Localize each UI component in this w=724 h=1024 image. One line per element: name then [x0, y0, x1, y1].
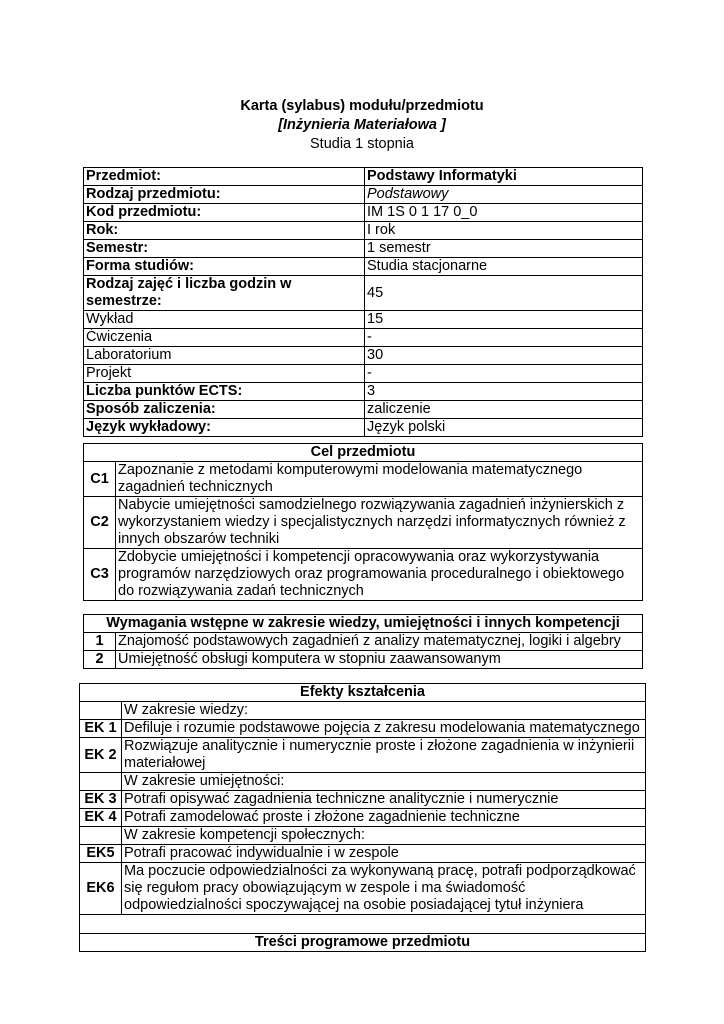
info-value: Język polski	[365, 419, 643, 437]
row-code: EK6	[80, 863, 122, 915]
info-key: Semestr:	[84, 240, 365, 258]
row-text: Potrafi opisywać zagadnienia techniczne analitycznie i numerycznie	[122, 791, 646, 809]
row-code	[80, 702, 122, 720]
row-code: 2	[84, 651, 116, 669]
info-value: IM 1S 0 1 17 0_0	[365, 204, 643, 222]
row-text: W zakresie umiejętności:	[122, 773, 646, 791]
table-row	[84, 419, 643, 437]
row-text: Zdobycie umiejętności i kompetencji opracowywania oraz wykorzystywania programów narzędziowych oraz programowania proceduralnego i obiektowego do rozwiązywania zadań technicznych	[116, 549, 643, 601]
empty-cell	[80, 915, 646, 934]
info-key: Forma studiów:	[84, 258, 365, 276]
row-text: W zakresie kompetencji społecznych:	[122, 827, 646, 845]
info-value: 15	[365, 311, 643, 329]
info-key: Wykład	[84, 311, 365, 329]
info-value: Podstawy Informatyki	[365, 168, 643, 186]
info-value: -	[365, 329, 643, 347]
table-row	[84, 329, 643, 347]
row-code: EK 4	[80, 809, 122, 827]
table-row	[84, 497, 643, 549]
table-row	[84, 204, 643, 222]
table-row	[84, 365, 643, 383]
row-code: C2	[84, 497, 116, 549]
info-key: Liczba punktów ECTS:	[84, 383, 365, 401]
table-row	[84, 347, 643, 365]
table-row	[84, 240, 643, 258]
info-key: Ćwiczenia	[84, 329, 365, 347]
document-header	[0, 97, 724, 154]
table-row	[80, 791, 646, 809]
table-row	[84, 651, 643, 669]
row-code: EK 1	[80, 720, 122, 738]
info-value: -	[365, 365, 643, 383]
course-objectives-table	[83, 443, 643, 601]
row-text: Zapoznanie z metodami komputerowymi modelowania matematycznego zagadnień technicznych	[116, 462, 643, 497]
table-row	[80, 863, 646, 915]
row-text: Ma poczucie odpowiedzialności za wykonywaną pracę, potrafi podporządkować się regułom pracy obowiązującym w zespole i ma świadomość odpowiedzialności spoczywającej na osobie posiadającej tytuł inżyniera	[122, 863, 646, 915]
table-row	[84, 186, 643, 204]
row-code	[80, 827, 122, 845]
table-row	[84, 633, 643, 651]
table-row	[80, 809, 646, 827]
info-key: Język wykładowy:	[84, 419, 365, 437]
row-text: Potrafi pracować indywidualnie i w zespole	[122, 845, 646, 863]
info-value: 30	[365, 347, 643, 365]
table-row	[80, 720, 646, 738]
table-row	[84, 462, 643, 497]
info-value: Studia stacjonarne	[365, 258, 643, 276]
row-text: Nabycie umiejętności samodzielnego rozwiązywania zagadnień inżynierskich z wykorzystaniem wiedzy i specjalistycznych narzędzi informatycznych również z innych obszarów techniki	[116, 497, 643, 549]
info-value: I rok	[365, 222, 643, 240]
table-row	[84, 549, 643, 601]
table-row	[84, 258, 643, 276]
table-header-row	[84, 444, 643, 462]
table-row	[80, 738, 646, 773]
row-code: C3	[84, 549, 116, 601]
row-text: Potrafi zamodelować proste i złożone zagadnienie techniczne	[122, 809, 646, 827]
row-text: W zakresie wiedzy:	[122, 702, 646, 720]
prerequisites-title: Wymagania wstępne w zakresie wiedzy, umiejętności i innych kompetencji	[84, 615, 643, 633]
info-key: Rok:	[84, 222, 365, 240]
table-row	[84, 311, 643, 329]
prerequisites-table	[83, 614, 643, 669]
row-code: EK 2	[80, 738, 122, 773]
table-header-row	[80, 684, 646, 702]
table-header-row	[80, 934, 646, 952]
table-row	[84, 222, 643, 240]
document-title: Karta (sylabus) modułu/przedmiotu	[240, 98, 484, 114]
info-key: Przedmiot:	[84, 168, 365, 186]
document-subtitle: [Inżynieria Materiałowa ]	[278, 117, 446, 133]
info-key: Projekt	[84, 365, 365, 383]
objectives-title: Cel przedmiotu	[84, 444, 643, 462]
row-text: Rozwiązuje analitycznie i numerycznie proste i złożone zagadnienia w inżynierii materiałowej	[122, 738, 646, 773]
row-code	[80, 773, 122, 791]
table-header-row	[84, 615, 643, 633]
table-row	[80, 845, 646, 863]
outcomes-title: Efekty kształcenia	[80, 684, 646, 702]
info-key: Laboratorium	[84, 347, 365, 365]
info-value: 1 semestr	[365, 240, 643, 258]
table-row	[80, 773, 646, 791]
info-key: Sposób zaliczenia:	[84, 401, 365, 419]
study-level: Studia 1 stopnia	[310, 136, 414, 152]
table-row	[80, 702, 646, 720]
row-code: EK5	[80, 845, 122, 863]
info-value: zaliczenie	[365, 401, 643, 419]
learning-outcomes-table	[79, 683, 646, 952]
info-key: Rodzaj zajęć i liczba godzin w semestrze:	[84, 276, 365, 311]
info-value: 3	[365, 383, 643, 401]
table-row	[84, 276, 643, 311]
program-content-title: Treści programowe przedmiotu	[80, 934, 646, 952]
table-row	[80, 827, 646, 845]
table-row	[84, 401, 643, 419]
table-row	[84, 383, 643, 401]
row-code: 1	[84, 633, 116, 651]
info-value: Podstawowy	[365, 186, 643, 204]
course-info-table	[83, 167, 643, 437]
row-code: EK 3	[80, 791, 122, 809]
info-key: Kod przedmiotu:	[84, 204, 365, 222]
row-text: Umiejętność obsługi komputera w stopniu zaawansowanym	[116, 651, 643, 669]
row-text: Znajomość podstawowych zagadnień z analizy matematycznej, logiki i algebry	[116, 633, 643, 651]
info-key: Rodzaj przedmiotu:	[84, 186, 365, 204]
row-code: C1	[84, 462, 116, 497]
row-text: Defiluje i rozumie podstawowe pojęcia z zakresu modelowania matematycznego	[122, 720, 646, 738]
empty-row	[80, 915, 646, 934]
info-value: 45	[365, 276, 643, 311]
table-row	[84, 168, 643, 186]
